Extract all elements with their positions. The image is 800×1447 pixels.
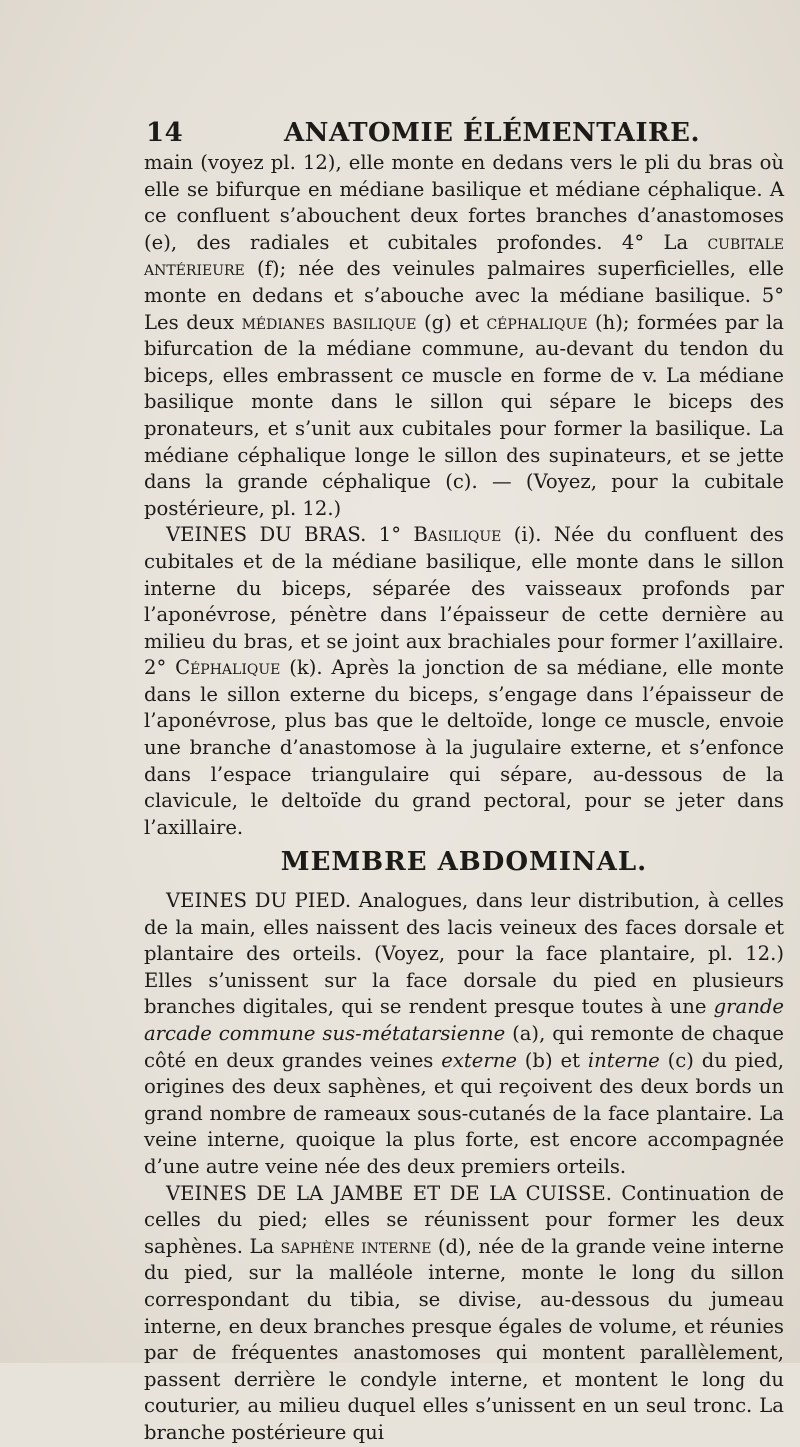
text-run: (f); née des veinules palmaires superficielles, elle monte en dedans et s’abouche avec la médiane basilique. 5° Les deux bbox=[144, 257, 784, 334]
text-run: (a), qui remonte de chaque côté en deux grandes veines bbox=[144, 1022, 784, 1072]
text-run: VEINES DE LA JAMBE ET DE LA CUISSE. Continuation de celles du pied; elles se réunissent pour former les deux saphènes. La bbox=[144, 1181, 784, 1258]
text-run: (d), née de la grande veine interne du pied, sur la malléole interne, monte le long du sillon correspondant du tibia, se divise, au-dessous du jumeau interne, en deux branches presque égales de volume, et réunies par de fréquentes anastomoses qui montent parallèlement, passent derrière le condyle interne, et montent le long du couturier, au milieu duquel elles s’unissent en un seul tronc. La branche postérieure qui bbox=[144, 1234, 784, 1444]
small-caps-term: médianes basilique bbox=[241, 310, 417, 334]
text-run: MEMBRE ABDOMINAL. bbox=[280, 847, 648, 878]
text-run: (k). Après la jonction de sa médiane, elle monte dans le sillon externe du biceps, s’engage dans l’épaisseur de l’aponévrose, plus bas que le deltoïde, longe ce muscle, envoie une branche d’anastomose à la jugulaire externe, et s’enfonce dans l’espace triangulaire qui sépare, au-dessous de la clavicule, le deltoïde du grand pectoral, pour se jeter dans l’axillaire. bbox=[144, 656, 785, 839]
text-run: main (voyez pl. 12), elle monte en dedans vers le pli du bras où elle se bifurque en médiane basilique et médiane céphalique. A ce confluent s’abouchent deux fortes branches d’anastomoses (e), des radiales et cubitales profondes. 4° La bbox=[144, 151, 784, 254]
section-title bbox=[144, 849, 784, 876]
paragraph bbox=[144, 1181, 784, 1447]
text-run: (b) et bbox=[516, 1048, 588, 1072]
small-caps-term: Céphalique bbox=[175, 656, 281, 680]
text-run: (c) du pied, origines des deux saphènes, et qui reçoivent des deux bords un grand nombre de rameaux sous-cutanés de la face plantaire. La veine interne, quoique la plus forte, est encore accompagnée d’une autre veine née des deux premiers orteils. bbox=[144, 1048, 784, 1178]
small-caps-term: Basilique bbox=[413, 523, 502, 547]
running-head: ANATOMIE ÉLÉMENTAIRE. bbox=[284, 118, 701, 148]
paragraph bbox=[144, 522, 784, 841]
text-run: VEINES DU BRAS. 1° bbox=[166, 523, 414, 547]
italic-term: interne bbox=[587, 1048, 660, 1072]
text-run: (h); formées par la bifurcation de la médiane commune, au-devant du tendon du biceps, elles embrassent ce muscle en forme de v. La médiane basilique monte dans le sillon qui sépare le biceps des pronateurs, et s’unit aux cubitales pour former la basilique. La médiane céphalique longe le sillon des supinateurs, et se jette dans la grande céphalique (c). — (Voyez, pour la cubitale postérieure, pl. 12.) bbox=[144, 310, 784, 520]
paragraph bbox=[144, 150, 784, 522]
text-run: (g) et bbox=[416, 310, 487, 334]
small-caps-term: saphène interne bbox=[280, 1234, 432, 1258]
body-text bbox=[144, 150, 784, 1447]
page-number: 14 bbox=[146, 118, 184, 148]
italic-term: grande arcade commune sus-métatarsienne bbox=[144, 995, 784, 1045]
small-caps-term: cubitale antérieure bbox=[144, 230, 784, 281]
italic-term: externe bbox=[441, 1048, 517, 1072]
small-caps-term: céphalique bbox=[486, 310, 588, 334]
text-run: (i). Née du confluent des cubitales et de la médiane basilique, elle monte dans le sillon interne du biceps, séparée des vaisseaux profonds par l’aponévrose, pénètre dans l’épaisseur de cette dernière au milieu du bras, et se joint aux brachiales pour former l’axillaire. 2° bbox=[144, 523, 784, 680]
paragraph bbox=[144, 888, 784, 1181]
text-run: VEINES DU PIED. Analogues, dans leur distribution, à celles de la main, elles naissent des lacis veineux des faces dorsale et plantaire des orteils. (Voyez, pour la face plantaire, pl. 12.) Elles s’unissent sur la face dorsale du pied en plusieurs branches digitales, qui se rendent presque toutes à une bbox=[144, 889, 784, 1019]
